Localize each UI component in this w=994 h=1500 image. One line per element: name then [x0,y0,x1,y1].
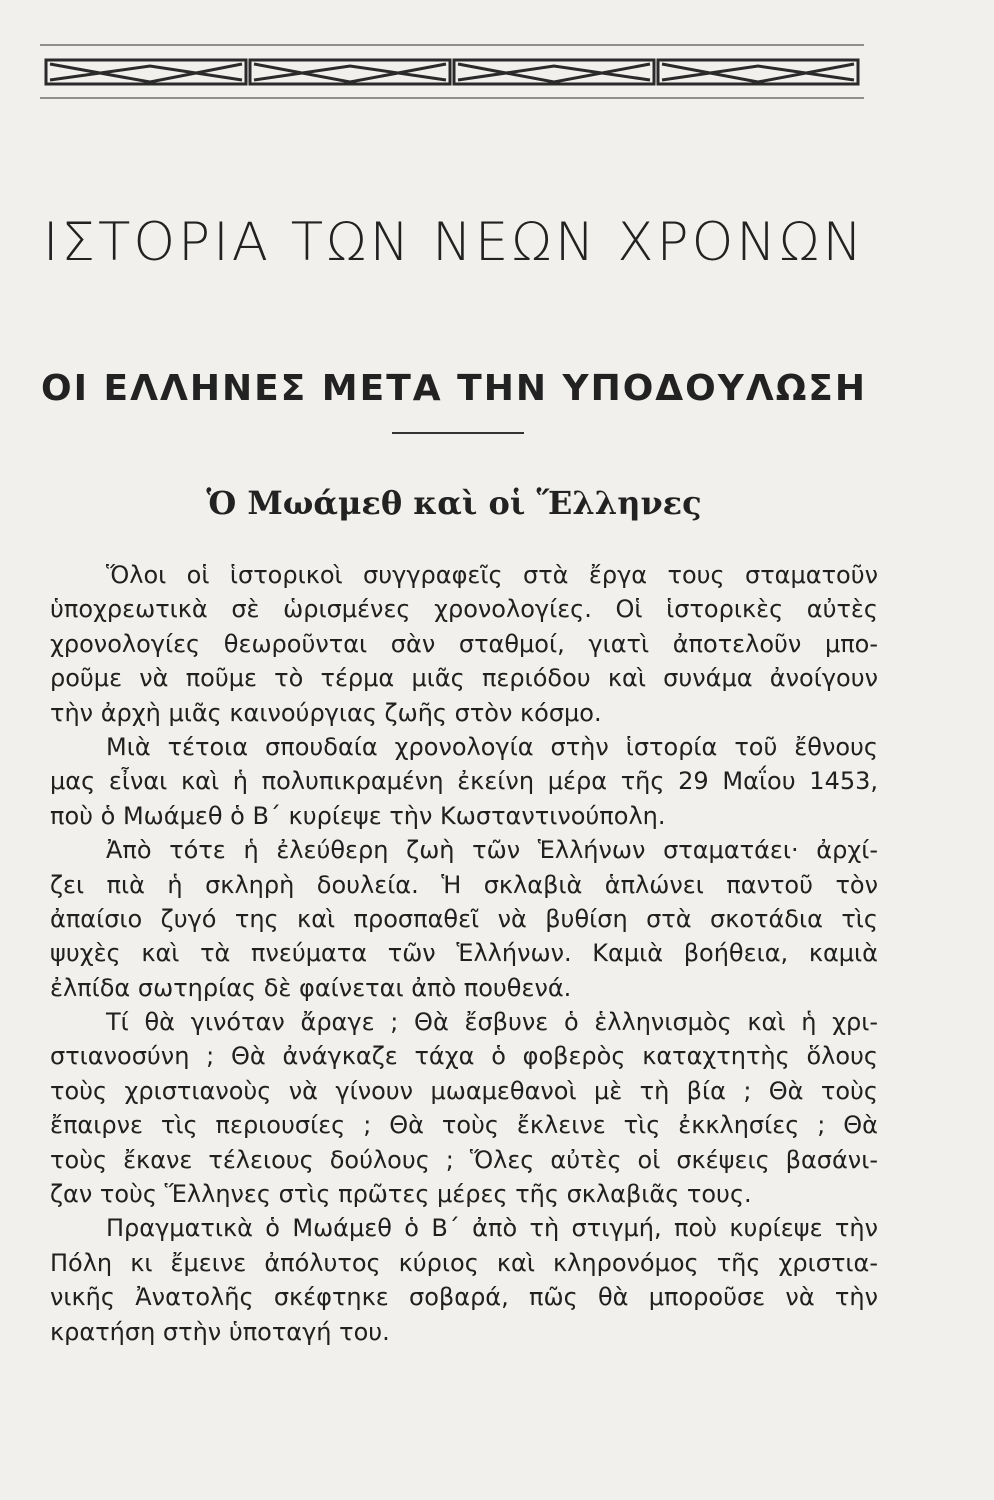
text-line: στιανοσύνη ; Θὰ ἀνάγκαζε τάχα ὁ φοβερὸς καταχτητὴς ὅλους [50,1042,878,1071]
text-line: χρονολογίες θεωροῦνται σὰν σταθμοί, γιατὶ ἀποτελοῦν μπο- [50,629,878,658]
text-line: ψυχὲς καὶ τὰ πνεύματα τῶν Ἑλλήνων. Καμιὰ βοήθεια, καμιὰ [50,939,878,968]
text-line: κρατήση στὴν ὑποταγή του. [50,1317,390,1346]
text-line: νικῆς Ἀνατολῆς σκέφτηκε σοβαρά, πῶς θὰ μποροῦσε νὰ τὴν [50,1283,878,1312]
text-line: τοὺς ἔκανε τέλειους δούλους ; Ὅλες αὐτὲς οἱ σκέψεις βασάνι- [50,1145,878,1174]
text-line: Πραγματικὰ ὁ Μωάμεθ ὁ Β΄ ἀπὸ τὴ στιγμή, ποὺ κυρίεψε τὴν [106,1214,878,1243]
text-line: τὴν ἀρχὴ μιᾶς καινούργιας ζωῆς στὸν κόσμο. [50,698,602,727]
decorative-border-ornament [40,44,864,100]
text-line: Τί θὰ γινόταν ἄραγε ; Θὰ ἔσβυνε ὁ ἑλληνισμὸς καὶ ἡ χρι- [106,1008,878,1037]
body-text [50,558,878,1349]
main-title: ΙΣΤΟΡΙΑ ΤΩΝ ΝΕΩΝ ΧΡΟΝΩΝ [42,212,866,273]
paragraph-4 [50,1005,878,1211]
text-line: ζει πιὰ ἡ σκληρὴ δουλεία. Ἡ σκλαβιὰ ἁπλώνει παντοῦ τὸν [50,870,878,899]
text-line: ἐλπίδα σωτηρίας δὲ φαίνεται ἀπὸ πουθενά. [50,973,572,1002]
paragraph-2 [50,730,878,833]
paragraph-1 [50,558,878,730]
paragraph-3 [50,833,878,1005]
text-line: μας εἶναι καὶ ἡ πολυπικραμένη ἐκείνη μέρα τῆς 29 Μαΐου 1453, [50,767,878,796]
text-line: ποὺ ὁ Μωάμεθ ὁ Β΄ κυρίεψε τὴν Κωσταντινούπολη. [50,801,666,830]
text-line: Μιὰ τέτοια σπουδαία χρονολογία στὴν ἱστορία τοῦ ἔθνους [106,732,878,761]
text-line: ὑποχρεωτικὰ σὲ ὡρισμένες χρονολογίες. Οἱ ἱστορικὲς αὐτὲς [50,595,878,624]
section-title: Ὁ Μωάμεθ καὶ οἱ Ἕλληνες [206,484,702,522]
text-line: τοὺς χριστιανοὺς νὰ γίνουν μωαμεθανοὶ μὲ τὴ βία ; Θὰ τοὺς [50,1076,878,1105]
text-line: ἔπαιρνε τὶς περιουσίες ; Θὰ τοὺς ἔκλεινε τὶς ἐκκλησίες ; Θὰ [50,1111,878,1140]
sub-title: ΟΙ ΕΛΛΗΝΕΣ ΜΕΤΑ ΤΗΝ ΥΠΟΔΟΥΛΩΣΗ [40,368,868,409]
text-line: Ἀπὸ τότε ἡ ἐλεύθερη ζωὴ τῶν Ἑλλήνων σταματάει· ἀρχί- [106,836,878,865]
text-line: ροῦμε νὰ ποῦμε τὸ τέρμα μιᾶς περιόδου καὶ συνάμα ἀνοίγουν [50,664,878,693]
text-line: ἀπαίσιο ζυγό της καὶ προσπαθεῖ νὰ βυθίση στὰ σκοτάδια τὶς [50,904,878,933]
text-line: Πόλη κι ἔμεινε ἀπόλυτος κύριος καὶ κληρονόμος τῆς χριστια- [50,1248,878,1277]
text-line: ζαν τοὺς Ἕλληνες στὶς πρῶτες μέρες τῆς σκλαβιᾶς τους. [50,1180,752,1209]
text-line: Ὅλοι οἱ ἱστορικοὶ συγγραφεῖς στὰ ἔργα τους σταματοῦν [106,561,878,589]
paragraph-5 [50,1211,878,1349]
divider-rule [392,432,524,434]
